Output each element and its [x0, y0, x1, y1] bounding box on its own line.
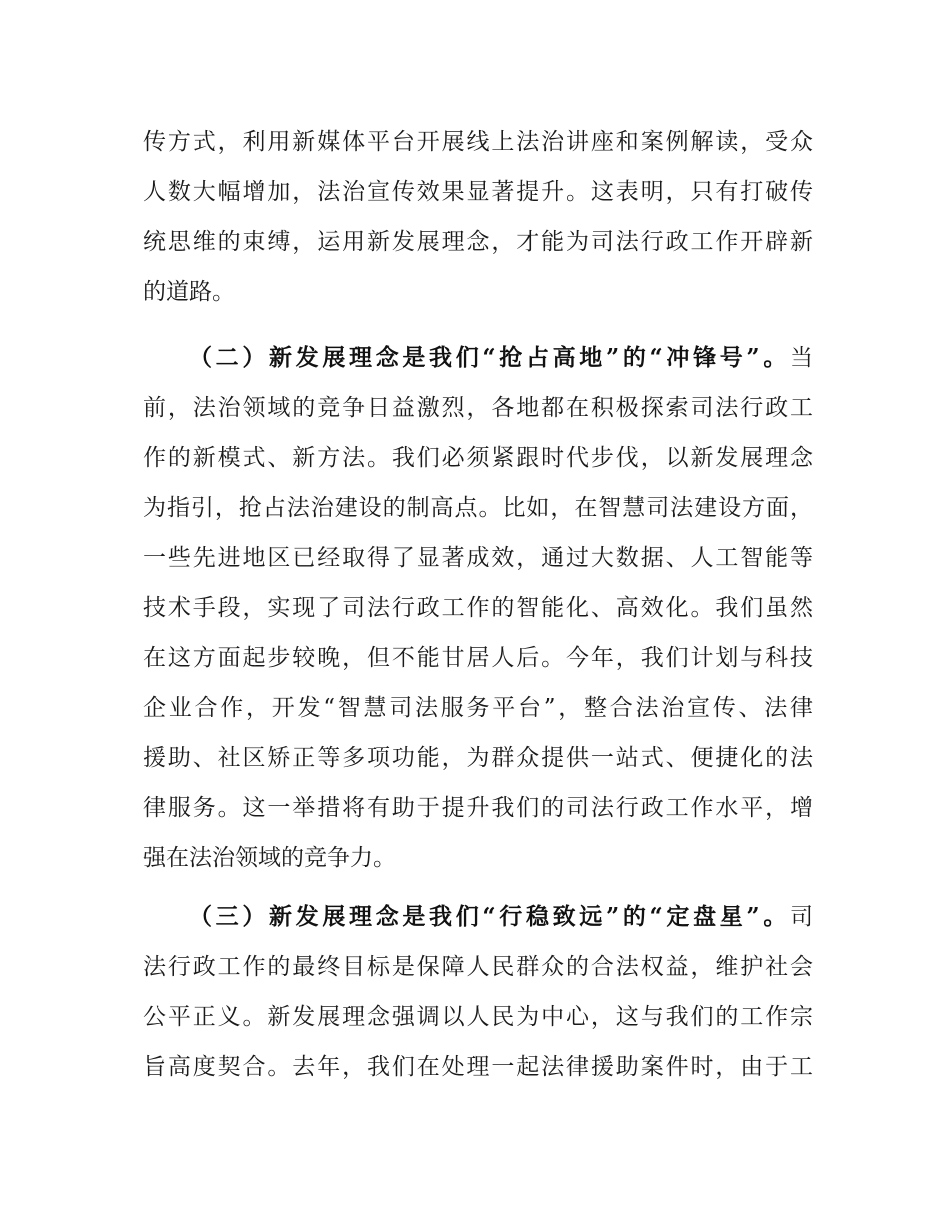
paragraph-2-line-6: 技术手段，实现了司法行政工作的智能化、高效化。我们虽然	[143, 595, 813, 621]
paragraph-1-line-1: 传方式，利用新媒体平台开展线上法治讲座和案例解读，受众	[143, 129, 813, 155]
paragraph-2-line-11: 强在法治领域的竞争力。	[143, 845, 396, 871]
paragraph-3-line-4: 旨高度契合。去年，我们在处理一起法律援助案件时，由于工	[143, 1054, 813, 1080]
paragraph-3-first-line-text: 司	[790, 904, 813, 930]
paragraph-2-line-2: 前，法治领域的竞争日益激烈，各地都在积极探索司法行政工	[143, 395, 813, 421]
paragraph-3-first-line	[143, 897, 813, 937]
paragraph-2-line-9: 援助、社区矫正等多项功能，为群众提供一站式、便捷化的法	[143, 745, 813, 771]
paragraph-3-line-2: 法行政工作的最终目标是保障人民群众的合法权益，维护社会	[143, 954, 813, 980]
paragraph-3-line-3: 公平正义。新发展理念强调以人民为中心，这与我们的工作宗	[143, 1004, 813, 1030]
paragraph-2-line-5: 一些先进地区已经取得了显著成效，通过大数据、人工智能等	[143, 545, 813, 571]
paragraph-1-line-4: 的道路。	[143, 279, 235, 305]
paragraph-1-line-3: 统思维的束缚，运用新发展理念，才能为司法行政工作开辟新	[143, 229, 813, 255]
paragraph-2-line-3: 作的新模式、新方法。我们必须紧跟时代步伐，以新发展理念	[143, 445, 813, 471]
paragraph-1-line-2: 人数大幅增加，法治宣传效果显著提升。这表明，只有打破传	[143, 179, 813, 205]
paragraph-2-line-7: 在这方面起步较晚，但不能甘居人后。今年，我们计划与科技	[143, 645, 813, 671]
section-heading-2: （二）新发展理念是我们“抢占高地”的“冲锋号”。	[189, 344, 790, 371]
paragraph-2-first-line-text: 当	[790, 345, 813, 371]
paragraph-2-line-8: 企业合作，开发“智慧司法服务平台”，整合法治宣传、法律	[143, 695, 813, 721]
paragraph-2-line-4: 为指引，抢占法治建设的制高点。比如，在智慧司法建设方面，	[143, 495, 813, 521]
paragraph-2-first-line	[143, 338, 813, 378]
paragraph-2-line-10: 律服务。这一举措将有助于提升我们的司法行政工作水平，增	[143, 795, 813, 821]
section-heading-3: （三）新发展理念是我们“行稳致远”的“定盘星”。	[189, 903, 790, 930]
